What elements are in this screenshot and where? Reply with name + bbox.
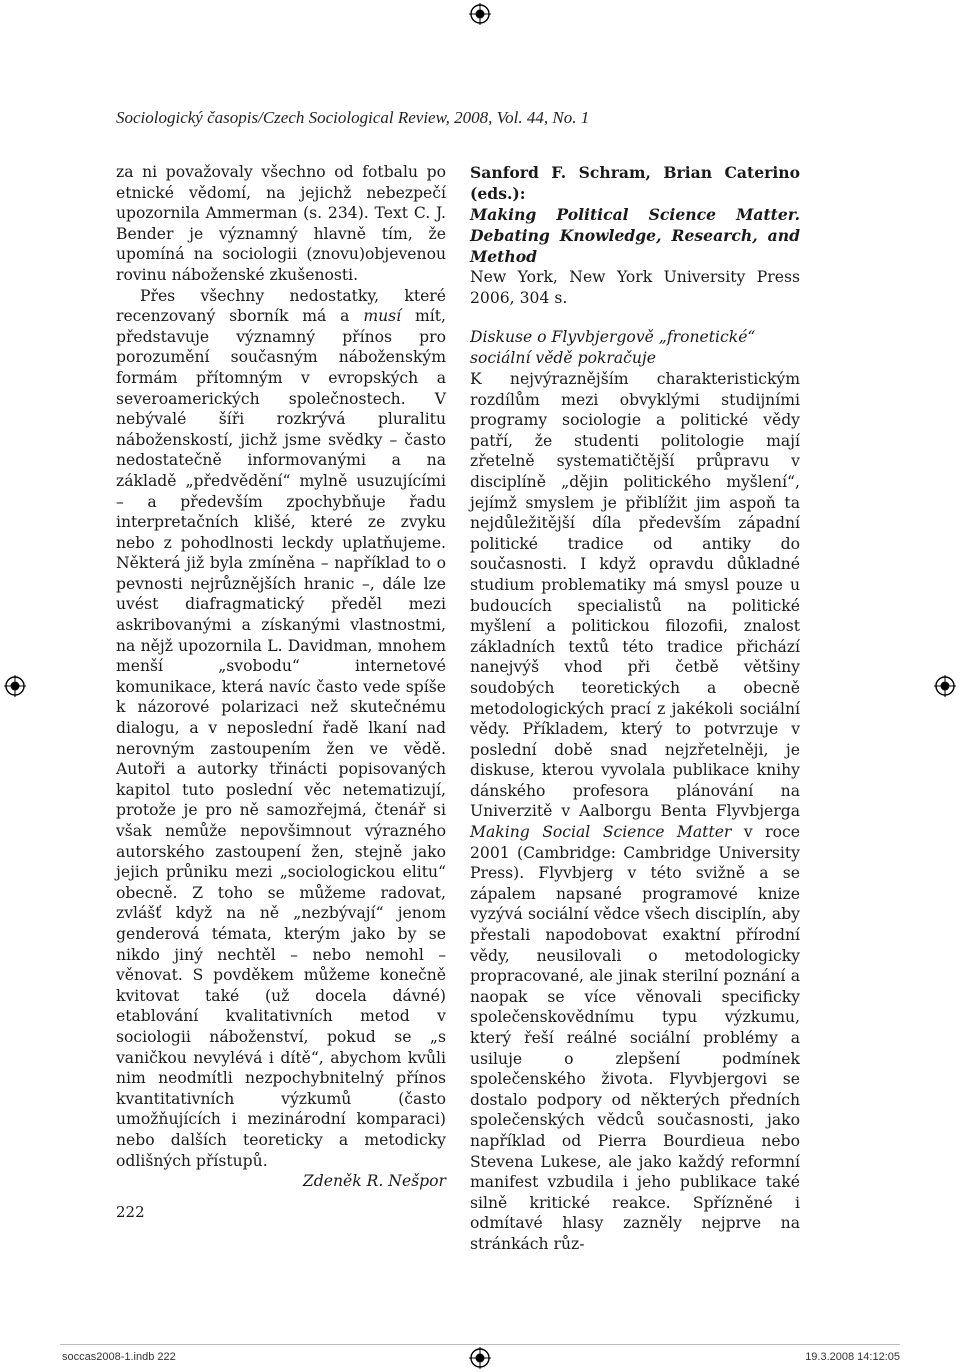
- left-column: [116, 162, 446, 1192]
- reviewer-signature: Zdeněk R. Nešpor: [302, 1172, 446, 1191]
- paragraph-text: v roce 2001 (Cambridge: Cambridge University Press). Flyvbjerg v této svižně a se zápalem napsané programové knize vyzývá sociální vědce všech disciplín, aby přestali napodobovat exaktní přírodní vědy, neusilovali o metodologicky propracované, ale jinak sterilní poznání a naopak se více věnovali specificky společenskovědnímu typu výzkumu, který řeší reálné sociální problémy a usiluje o zlepšení podmínek společenského života. Flyvbjergovi se dostalo podpory od některých předních společenských vědců současnosti, jako například od Pierra Bourdieua nebo Stevena Lukese, ale jako každý reformní manifest vzbudila i jeho publikace také silně kritické reakce. Spřízněné i odmítavé hlasy zazněly nejprve na stránkách růz-: [470, 823, 800, 1253]
- paragraph-text: K nejvýraznějším charakteristickým rozdílům mezi obvyklými studijními programy sociologie a politické vědy patří, že studenti politologie mají zřetelně systematičtější průpravu v disciplíně „dějin politického myšlení“, jejímž smyslem je přiblížit jim aspoň ta nejdůležitější díla především západní politické tradice od antiky do současnosti. I když opravdu důkladné studium problematiky má smysl pouze u budoucích specialistů na politické myšlení a politickou filozofii, znalost základních textů této tradice přichází nanejvýš vhod při četbě většiny soudobých teoretických a obecně metodologických prací z jakékoli sociální vědy. Příkladem, který to potvrzuje v poslední době snad nejzřetelněji, je diskuse, kterou vyvolala publikace knihy dánského profesora plánování na Univerzitě v Aalborgu Benta Flyvbjerga: [470, 370, 800, 821]
- footer-file-name: soccas2008-1.indb 222: [62, 1351, 176, 1363]
- paragraph-text: Přes všechny nedostatky, které recenzovaný sborník má a: [116, 286, 446, 326]
- right-column: [470, 162, 800, 1255]
- emphasis-text: Making Social Science Matter: [470, 823, 732, 842]
- paragraph-text: mít, představuje významný přínos pro porozumění současným náboženským formám přítomným v evropských a severoamerických společnostech. V nebývalé šíři rozkrývá pluralitu náboženskostí, jichž jsme svědky – často nedostatečně informovanými a na základě „předvědění“ mylně usuzujícími – a především zpochybňuje řadu interpretačních klišé, které ze zvyku nebo z pohodlnosti leckdy uplatňujeme. Některá již byla zmíněna – například to o pevnosti nejrůznějších hranic –, dále lze uvést diafragmatický předěl mezi askribovanými a získanými vlastnostmi, na nějž upozornila L. Davidman, mnohem menší „svobodu“ internetové komunikace, která navíc často vede spíše k názorové polarizaci než skutečnému dialogu, a v neposlední řadě lkaní nad nerovným zastoupením žen ve vědě. Autoři a autorky třinácti popisovaných kapitol tuto poslední věc netematizují, protože je pro ně samozřejmá, čtenář si však nemůže nepovšimnout výrazného autorského zastoupení žen, stejně jako jejich průniku mezi „sociologickou elitu“ obecně. Z toho se můžeme radovat, zvlášť když na ně „nezbývají“ jenom genderová témata, kterým jako by se nikdo jiný nechtěl – nebo nemohl – věnovat. S povděkem můžeme konečně kvitovat také (už docela dávné) etablování kvalitativních metod v sociologii náboženství, pokud se „s vaničkou nevylévá i dítě“, abychom kvůli nim neodmítli nezpochybnitelný přínos kvantitativních výzkumů (často umožňujících i mezinárodní komparaci) nebo dalších teoreticky a metodicky odlišných přístupů.: [116, 307, 446, 1170]
- review-body: [470, 369, 800, 1255]
- emphasis-text: musí: [363, 307, 402, 326]
- book-title: Making Political Science Matter. Debating Knowledge, Research, and Method: [470, 205, 800, 266]
- book-publisher: New York, New York University Press 2006, 304 s.: [470, 268, 800, 307]
- review-subtitle: Diskuse o Flyvbjergově „fronetické“ sociální vědě pokračuje: [470, 328, 756, 367]
- footer-divider: [60, 1344, 900, 1345]
- registration-mark-right-icon: [934, 675, 956, 697]
- book-authors: Sanford F. Schram, Brian Caterino (eds.):: [470, 163, 800, 203]
- review-book-citation: [470, 162, 800, 309]
- registration-mark-top-icon: [469, 3, 491, 25]
- review-end-paragraph-2: [116, 286, 446, 1172]
- page-number: 222: [116, 1203, 145, 1221]
- running-head: Sociologický časopis/Czech Sociological Review, 2008, Vol. 44, No. 1: [116, 108, 590, 127]
- registration-mark-left-icon: [4, 675, 26, 697]
- footer-timestamp: 19.3.2008 14:12:05: [805, 1351, 900, 1363]
- registration-mark-bottom-icon: [469, 1347, 491, 1369]
- review-end-paragraph-1: za ni považovaly všechno od fotbalu po etnické vědomí, na jejichž nebezpečí upozornila Ammerman (s. 234). Text C. J. Bender je významný hlavně tím, že upomíná na sociologii (znovu)objevenou rovinu náboženské zkušenosti.: [116, 163, 446, 284]
